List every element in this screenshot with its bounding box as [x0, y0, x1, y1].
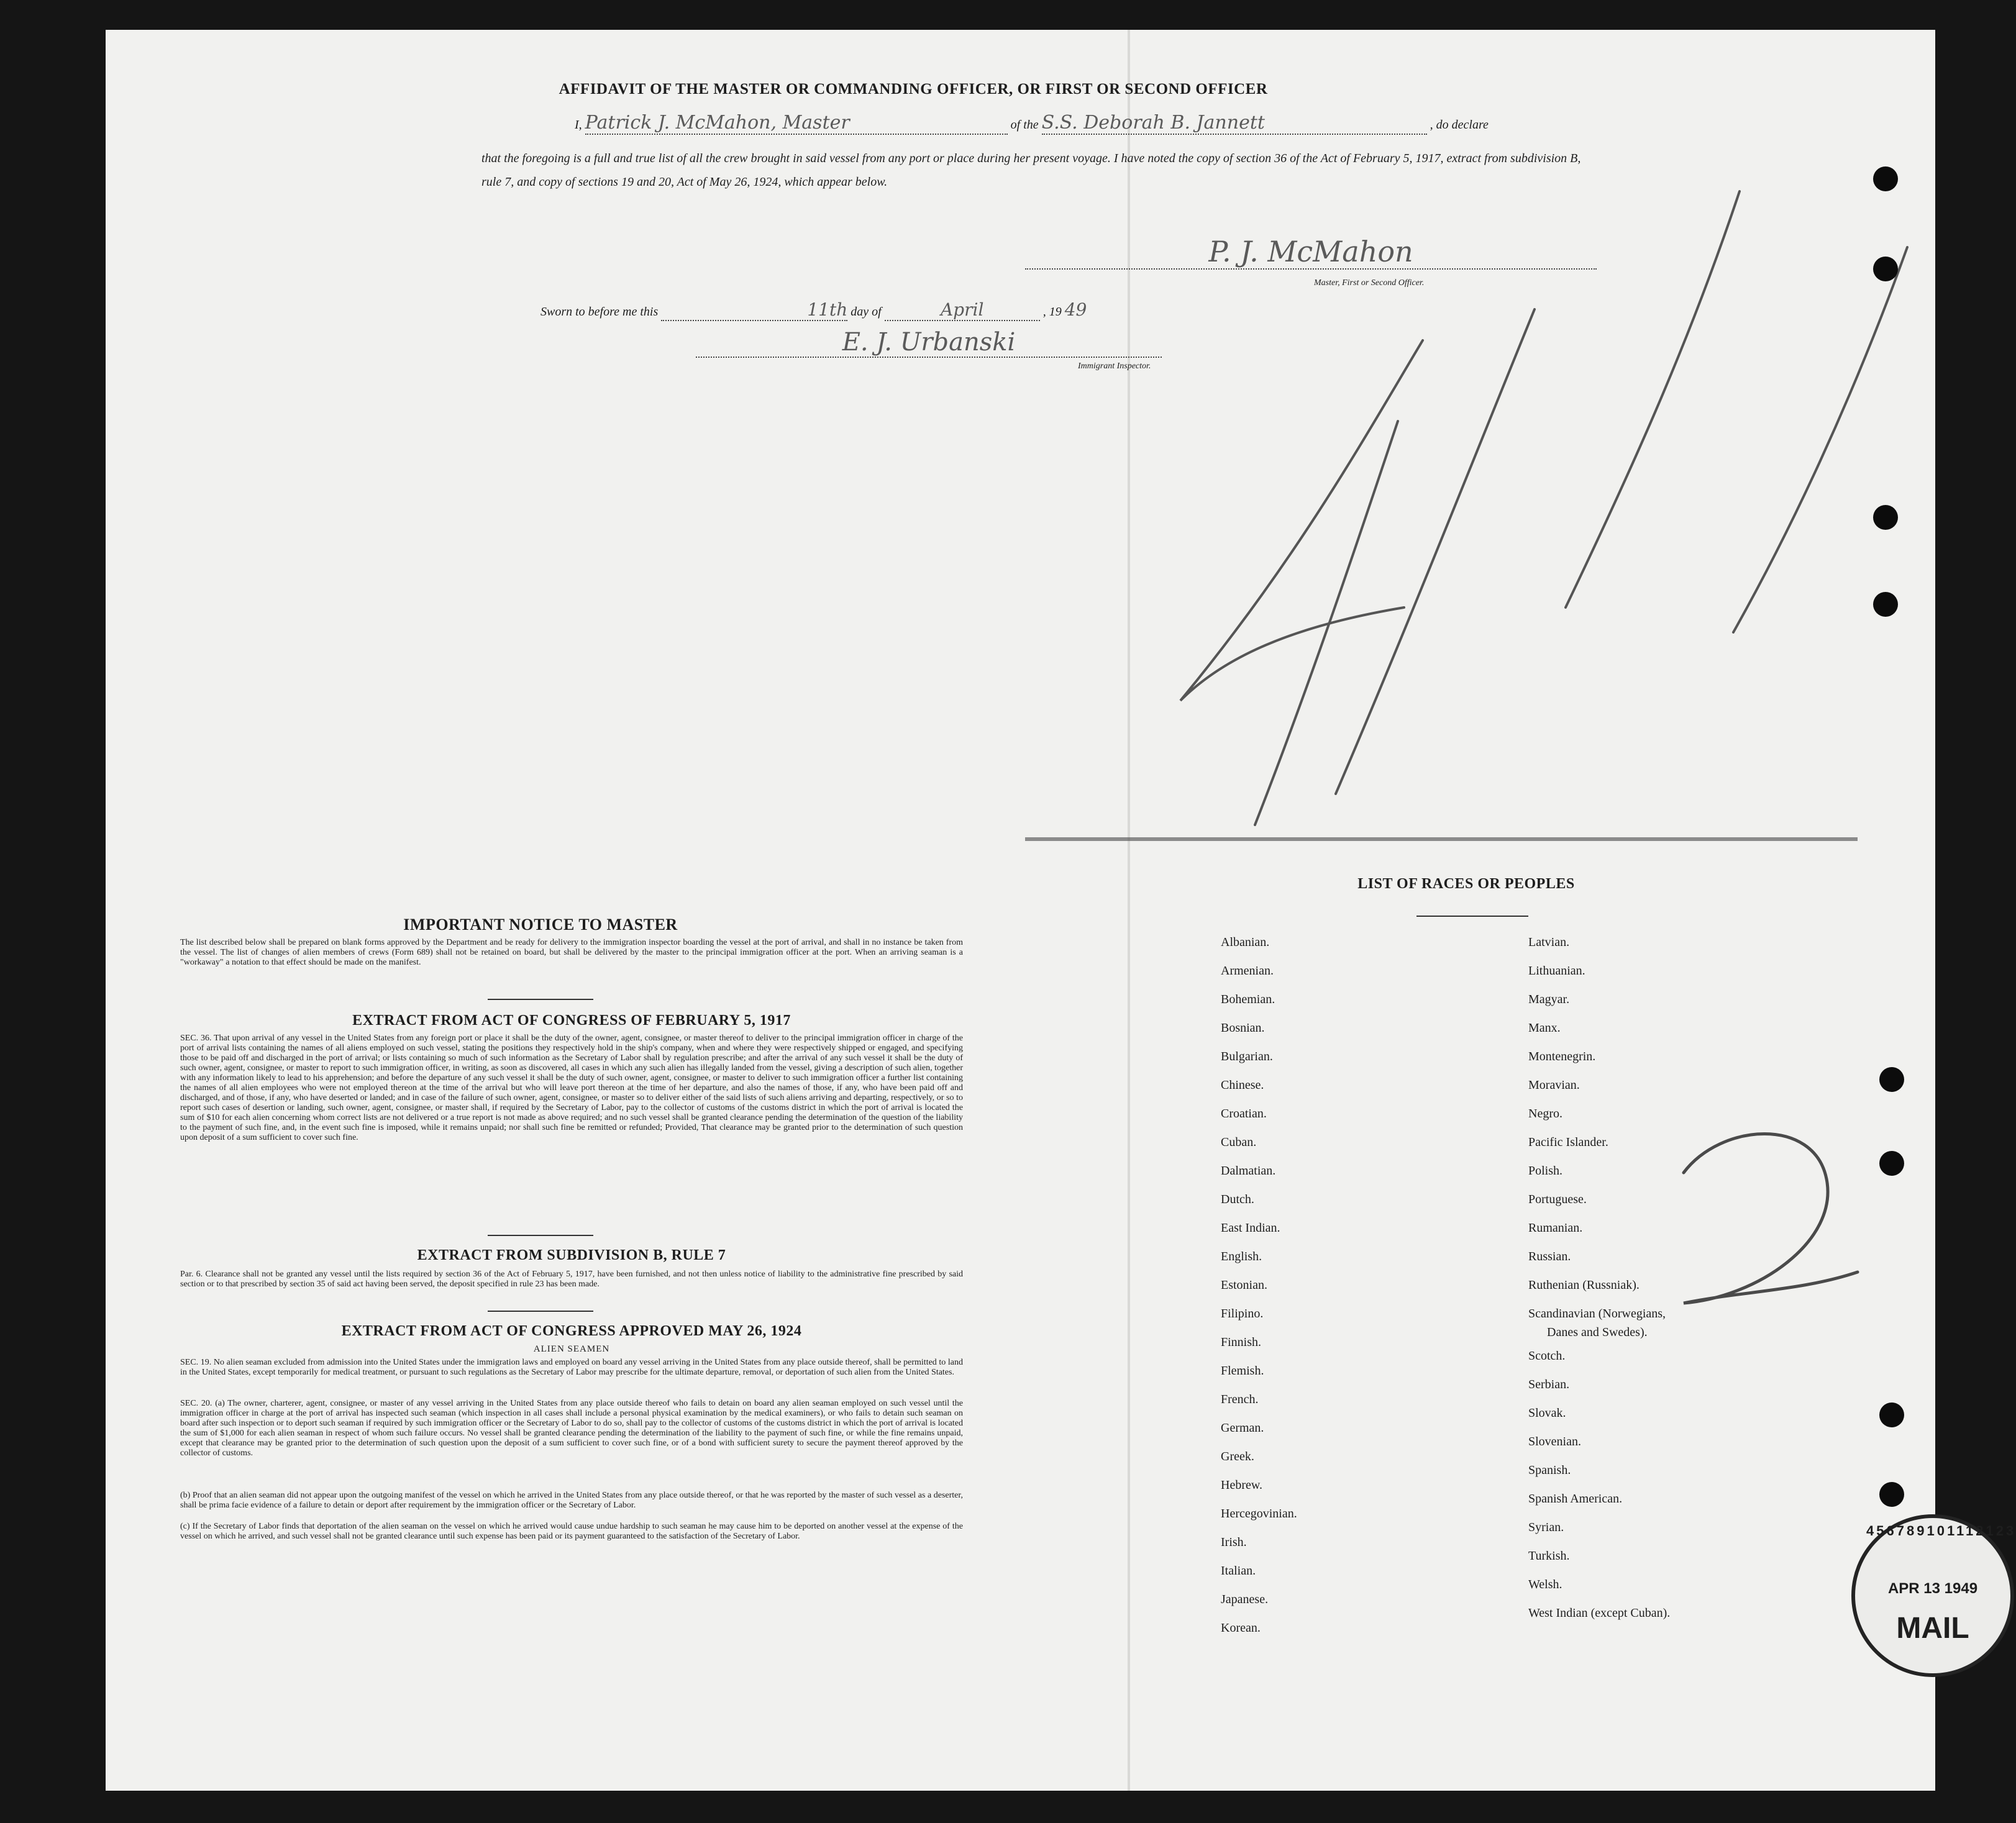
race-item: Dutch.	[1221, 1193, 1254, 1206]
extract-rule7-text: Par. 6. Clearance shall not be granted any vessel until the lists required by section 36 of the Act of February 5, 1917, have been furnished, and not then unless notice of liability to the administrative fine prescribed by said section or to that prescribed by section 35 of said act having been served, the deposit specified in rule 23 has been made.	[180, 1270, 963, 1289]
binder-hole	[1879, 1402, 1904, 1427]
binder-hole	[1879, 1067, 1904, 1092]
race-item: Scotch.	[1528, 1349, 1566, 1363]
line1-do-declare: , do declare	[1430, 118, 1489, 132]
extract-1924-subtitle: ALIEN SEAMEN	[533, 1344, 610, 1354]
races-title: LIST OF RACES OR PEOPLES	[1357, 876, 1575, 892]
race-item: Flemish.	[1221, 1364, 1264, 1378]
race-item: Russian.	[1528, 1250, 1571, 1263]
race-item: Bulgarian.	[1221, 1050, 1273, 1063]
race-item: Finnish.	[1221, 1335, 1262, 1349]
master-caption: Master, First or Second Officer.	[1314, 278, 1425, 288]
page-fold	[1128, 30, 1130, 1791]
declarant-name-handwritten: Patrick J. McMahon, Master	[585, 112, 1008, 135]
race-item: Ruthenian (Russniak).	[1528, 1278, 1640, 1292]
master-signature: P. J. McMahon	[1025, 235, 1597, 270]
race-item: German.	[1221, 1421, 1264, 1435]
race-item: Danes and Swedes).	[1547, 1325, 1648, 1339]
race-item: Rumanian.	[1528, 1221, 1583, 1235]
race-item: Dalmatian.	[1221, 1164, 1276, 1178]
race-item: Filipino.	[1221, 1307, 1264, 1321]
races-title-rule	[1416, 916, 1528, 917]
sworn-day-handwritten: 11th	[661, 299, 847, 321]
document-sheet	[106, 30, 2016, 1791]
race-item: Greek.	[1221, 1450, 1254, 1463]
race-item: Montenegrin.	[1528, 1050, 1596, 1063]
race-item: Albanian.	[1221, 935, 1270, 949]
handwritten-number-4111	[1131, 185, 1938, 856]
extract-1924-sec20b: (b) Proof that an alien seaman did not appear upon the outgoing manifest of the vessel on which he arrived in the United States from any place outside thereof, or that he was reported by the master of such vessel as a deserter, shall be prima facie evidence of a failure to detain or deport after requirement by the immigration officer or the Secretary of Labor.	[180, 1491, 963, 1510]
binder-hole	[1873, 592, 1898, 617]
race-item: Hebrew.	[1221, 1478, 1263, 1492]
inspector-caption: Immigrant Inspector.	[1078, 361, 1151, 371]
binder-hole	[1873, 257, 1898, 281]
extract-1924-title: EXTRACT FROM ACT OF CONGRESS APPROVED MAY 26, 1924	[341, 1323, 802, 1339]
race-item: Latvian.	[1528, 935, 1570, 949]
stamp-digits: 456789101112123	[1866, 1523, 2016, 1539]
race-item: Syrian.	[1528, 1521, 1564, 1534]
race-item: Serbian.	[1528, 1378, 1570, 1391]
race-item: Japanese.	[1221, 1593, 1269, 1606]
binder-hole	[1879, 1151, 1904, 1176]
divider	[488, 1311, 593, 1312]
race-item: Croatian.	[1221, 1107, 1267, 1121]
extract-1917-text: SEC. 36. That upon arrival of any vessel in the United States from any foreign port or place it shall be the duty of the owner, agent, consignee, or master thereof to deliver to the principal immigration officer in charge of the port of arrival lists containing the names of all aliens employed on such vessel, stating the positions they respectively hold in the ship's company, when and where they were respectively shipped or engaged, and specifying those to be paid off and discharged in the port of arrival; or lists containing so much of such information as the Secretary of Labor shall by regulation prescribe; and after the arrival of any such vessel it shall be the duty of such owner, agent, consignee, or master to report to such immigration officer, in writing, as soon as discovered, all cases in which any such alien has illegally landed from the vessel, giving a description of such alien, together with any information likely to lead to his apprehension; and before the departure of any such vessel it shall be the duty of such owner, agent, consignee, or master to deliver to such immigration officer a further list containing the names of all alien employees who were not employed thereon at the time of the arrival but who will leave port thereon at the time of her departure, and also the names of those, if any, who have been paid off and discharged, and of those, if any, who have deserted or landed; and in case of the failure of such owner, agent, consignee, or master so to deliver either of the said lists of such aliens arriving and departing, respectively, or so to report such cases of desertion or landing, such owner, agent, consignee, or master shall, if required by the Secretary of Labor, pay to the collector of customs of the customs district in which the port of arrival is located the sum of $10 for each alien concerning whom correct lists are not delivered or a true report is not made as above required; and no such vessel shall be granted clearance pending the determination of the question of the liability to the payment of such fine, and, in the event such fine is imposed, while it remains unpaid; nor shall such fine be remitted or refunded; Provided, That clearance may be granted prior to the determination of such question upon deposit of a sum sufficient to cover such fine.	[180, 1034, 963, 1142]
inspector-signature: E. J. Urbanski	[696, 328, 1162, 358]
race-item: Bosnian.	[1221, 1021, 1265, 1035]
race-item: Moravian.	[1528, 1078, 1580, 1092]
extract-rule7-title: EXTRACT FROM SUBDIVISION B, RULE 7	[417, 1247, 726, 1263]
affidavit-title: AFFIDAVIT OF THE MASTER OR COMMANDING OFFICER, OR FIRST OR SECOND OFFICER	[559, 81, 1268, 98]
race-item: Negro.	[1528, 1107, 1562, 1121]
notice-title: IMPORTANT NOTICE TO MASTER	[403, 916, 678, 934]
sworn-day-of: day of	[851, 305, 882, 319]
stamp-word-mail: MAIL	[1896, 1612, 1969, 1645]
race-item: Chinese.	[1221, 1078, 1264, 1092]
race-item: Armenian.	[1221, 964, 1274, 978]
extract-1924-sec20c: (c) If the Secretary of Labor finds that deportation of the alien seaman on the vessel on which he arrived would cause undue hardship to such seaman he may cause him to be deported on another vessel at the expense of the vessel on which he arrived, and such vessel shall not be granted clearance until such expense has been paid or its payment guaranteed to the satisfaction of the Secretary of Labor.	[180, 1522, 963, 1541]
race-item: Slovak.	[1528, 1406, 1566, 1420]
vessel-name-handwritten: S.S. Deborah B. Jannett	[1042, 112, 1427, 135]
race-item: Korean.	[1221, 1621, 1261, 1635]
binder-hole	[1879, 1482, 1904, 1507]
declarant-prefix: I,	[575, 118, 582, 132]
race-item: Polish.	[1528, 1164, 1563, 1178]
stamp-date: APR 13 1949	[1887, 1580, 1978, 1597]
race-item: Pacific Islander.	[1528, 1135, 1608, 1149]
divider	[488, 1235, 593, 1236]
extract-1924-sec19: SEC. 19. No alien seaman excluded from admission into the United States under the immigration laws and employed on board any vessel arriving in the United States from any place outside thereof, shall be permitted to land in the United States, except temporarily for medical treatment, or pursuant to such regulations as the Secretary of Labor may prescribe for the ultimate departure, removal, or deportation of such alien from the United States.	[180, 1358, 963, 1377]
race-item: Cuban.	[1221, 1135, 1257, 1149]
race-item: Lithuanian.	[1528, 964, 1585, 978]
race-item: Irish.	[1221, 1535, 1247, 1549]
sworn-prefix: Sworn to before me this	[540, 305, 659, 319]
race-item: Italian.	[1221, 1564, 1256, 1578]
notice-text: The list described below shall be prepared on blank forms approved by the Department and be ready for delivery to the immigration inspector boarding the vessel at the port of arrival, and shall in no instance be taken from the vessel. The list of changes of alien members of crews (Form 689) shall not be retained on board, but shall be delivered by the master to the principal immigration officer at the port. When an arriving seaman is a "workaway" a notation to that effect should be made on the manifest.	[180, 938, 963, 967]
handwritten-page-number	[1646, 1086, 1907, 1347]
sworn-year-handwritten: 49	[1064, 299, 1087, 320]
race-item: Slovenian.	[1528, 1435, 1581, 1448]
binder-hole	[1873, 505, 1898, 530]
mail-stamp	[1851, 1514, 2014, 1677]
sworn-year-prefix: , 19	[1042, 305, 1062, 319]
race-item: Welsh.	[1528, 1578, 1562, 1591]
binder-hole	[1873, 166, 1898, 191]
races-left-column	[1221, 928, 1297, 1642]
race-item: English.	[1221, 1250, 1262, 1263]
line1-of-the: of the	[1010, 118, 1039, 132]
affidavit-statement: that the foregoing is a full and true list of all the crew brought in said vessel from any port or place during her present voyage. I have noted the copy of section 36 of the Act of February 5, 1917, extract from subdivision B, rule 7, and copy of sections 19 and 20, Act of May 26, 1924, which appear below.	[481, 152, 1581, 189]
handwritten-number-text: 4111	[1243, 378, 1276, 397]
affidavit-line1	[575, 112, 1600, 137]
smudge-line	[1025, 837, 1858, 841]
race-item: Portuguese.	[1528, 1193, 1587, 1206]
race-item: Estonian.	[1221, 1278, 1267, 1292]
page-number-text: 2	[1721, 1210, 1727, 1224]
race-item: Manx.	[1528, 1021, 1561, 1035]
race-item: Scandinavian (Norwegians,	[1528, 1307, 1666, 1321]
race-item: Turkish.	[1528, 1549, 1570, 1563]
race-item: Magyar.	[1528, 993, 1570, 1006]
race-item: Spanish American.	[1528, 1492, 1623, 1506]
extract-1917-title: EXTRACT FROM ACT OF CONGRESS OF FEBRUARY 5, 1917	[352, 1012, 791, 1029]
sworn-month-handwritten: April	[885, 299, 1040, 321]
race-item: French.	[1221, 1393, 1259, 1406]
race-item: Bohemian.	[1221, 993, 1275, 1006]
race-item: Spanish.	[1528, 1463, 1571, 1477]
race-item: Hercegovinian.	[1221, 1507, 1297, 1521]
race-item: East Indian.	[1221, 1221, 1280, 1235]
divider	[488, 999, 593, 1000]
race-item: West Indian (except Cuban).	[1528, 1606, 1671, 1620]
extract-1924-sec20a: SEC. 20. (a) The owner, charterer, agent, consignee, or master of any vessel arriving in the United States from any place outside thereof who fails to detain on board any alien seaman employed on such vessel until the immigration officer in charge at the port of arrival has inspected such seaman (which inspection in all cases shall include a personal physical examination by the medical examiners), or who fails to detain such seaman on board after such inspection or to deport such seaman if required by such immigration officer or the Secretary of Labor to do so, shall pay to the collector of customs of the customs district in which the port of arrival is located the sum of $1,000 for each alien seaman in respect of whom such failure occurs. No vessel shall be granted clearance pending the determination of the liability to the payment of such fine, or while the fine remains unpaid, except that clearance may be granted prior to the determination of such question upon the deposit of a sum sufficient to cover such fine, or of a bond with sufficient surety to secure the payment thereof approved by the collector of customs.	[180, 1399, 963, 1458]
